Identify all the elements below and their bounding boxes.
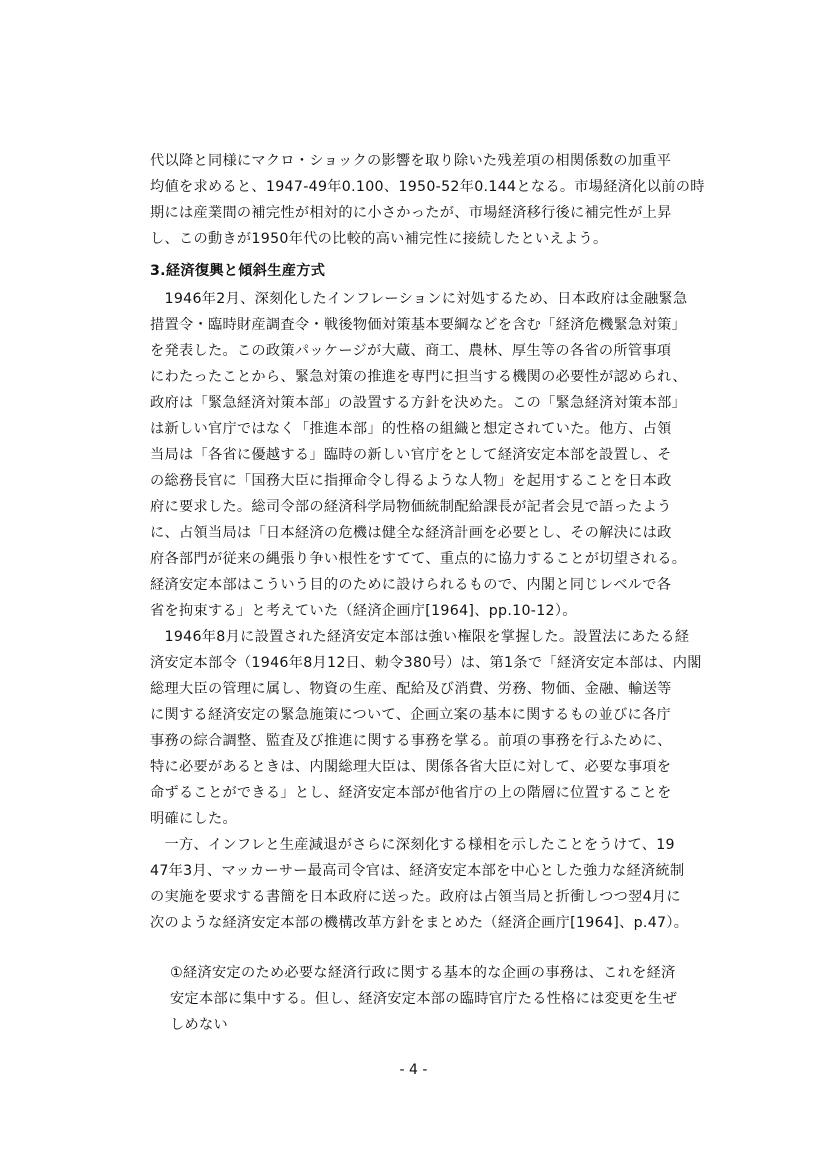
text-line: にわたったことから、緊急対策の推進を専門に担当する機関の必要性が認められ、 (150, 369, 687, 385)
text-line: 一方、インフレと生産減退がさらに深刻化する様相を示したことをうけて、19 (150, 837, 675, 853)
list-item-1 (170, 960, 715, 1038)
text-line: 特に必要があるときは、内閣総理大臣は、関係各省大臣に対して、必要な事項を (150, 759, 672, 775)
text-line: 命ずることができる」とし、経済安定本部が他省庁の上の階層に位置することを (150, 785, 672, 801)
text-line: 明確にした。 (150, 811, 237, 827)
text-line: 1946年8月に設置された経済安定本部は強い権限を掌握した。設置法にあたる経 (150, 629, 690, 645)
text-line: 経済安定本部はこういう目的のために設けられるもので、内閣と同じレベルで各 (150, 577, 672, 593)
text-line: 措置令・臨時財産調査令・戦後物価対策基本要綱などを含む「経済危機緊急対策」 (150, 317, 687, 333)
text-line: 代以降と同様にマクロ・ショックの影響を取り除いた残差項の相関係数の加重平 (150, 153, 672, 169)
text-line: しめない (170, 1017, 228, 1033)
text-line: 47年3月、マッカーサー最高司令官は、経済安定本部を中心とした強力な経済統制 (150, 863, 685, 879)
text-line: 均値を求めると、1947-49年0.100、1950-52年0.144となる。市場経済化以前の時 (150, 179, 705, 195)
section-heading-block (150, 258, 710, 284)
page-number: - 4 - (399, 1062, 428, 1078)
paragraph-4 (150, 832, 710, 936)
text-line: 府に要求した。総司令部の経済科学局物価統制配給課長が記者会見で語ったよう (150, 499, 672, 515)
text-line: 1946年2月、深刻化したインフレーションに対処するため、日本政府は金融緊急 (150, 291, 688, 307)
paragraph-2 (150, 286, 710, 624)
text-line: 当局は「各省に優越する」臨時の新しい官庁をとして経済安定本部を設置し、そ (150, 447, 672, 463)
text-line: 次のような経済安定本部の機構改革方針をまとめた（経済企画庁[1964]、p.47）。 (150, 915, 689, 931)
paragraph-3 (150, 624, 710, 832)
text-line: 省を拘束する」と考えていた（経済企画庁[1964]、pp.10-12）。 (150, 603, 577, 619)
text-line: の総務長官に「国務大臣に指揮命令し得るような人物」を起用することを日本政 (150, 473, 672, 489)
text-line: 期には産業間の補完性が相対的に小さかったが、市場経済移行後に補完性が上昇 (150, 205, 672, 221)
paragraph-1 (150, 148, 710, 252)
text-line: 政府は「緊急経済対策本部」の設置する方針を決めた。この「緊急経済対策本部」 (150, 395, 687, 411)
text-line: し、この動きが1950年代の比較的高い補完性に接続したといえよう。 (150, 231, 608, 247)
text-line: に、占領当局は「日本経済の危機は健全な経済計画を必要とし、その解決には政 (150, 525, 672, 541)
text-line: に関する経済安定の緊急施策について、企画立案の基本に関するもの並びに各庁 (150, 707, 671, 723)
text-line: 総理大臣の管理に属し、物資の生産、配給及び消費、労務、物価、金融、輸送等 (150, 681, 672, 697)
section-heading: 3.経済復興と傾斜生産方式 (150, 263, 326, 279)
text-line: を発表した。この政策パッケージが大蔵、商工、農林、厚生等の各省の所管事項 (150, 343, 672, 359)
text-line: 府各部門が従来の縄張り争い根性をすてて、重点的に協力することが切望される。 (150, 551, 687, 567)
text-line: は新しい官庁ではなく「推進本部」的性格の組織と想定されていた。他方、占領 (150, 421, 672, 437)
text-line: の実施を要求する書簡を日本政府に送った。政府は占領当局と折衝しつつ翌4月に (150, 889, 681, 905)
text-line: ①経済安定のため必要な経済行政に関する基本的な企画の事務は、これを経済 (170, 965, 676, 981)
text-line: 事務の綜合調整、監査及び推進に関する事務を掌る。前項の事務を行ふために、 (150, 733, 672, 749)
text-line: 安定本部に集中する。但し、経済安定本部の臨時官庁たる性格には変更を生ぜ (170, 991, 678, 1007)
text-line: 済安定本部令（1946年8月12日、勅令380号）は、第1条で「経済安定本部は、内閣 (150, 655, 702, 671)
